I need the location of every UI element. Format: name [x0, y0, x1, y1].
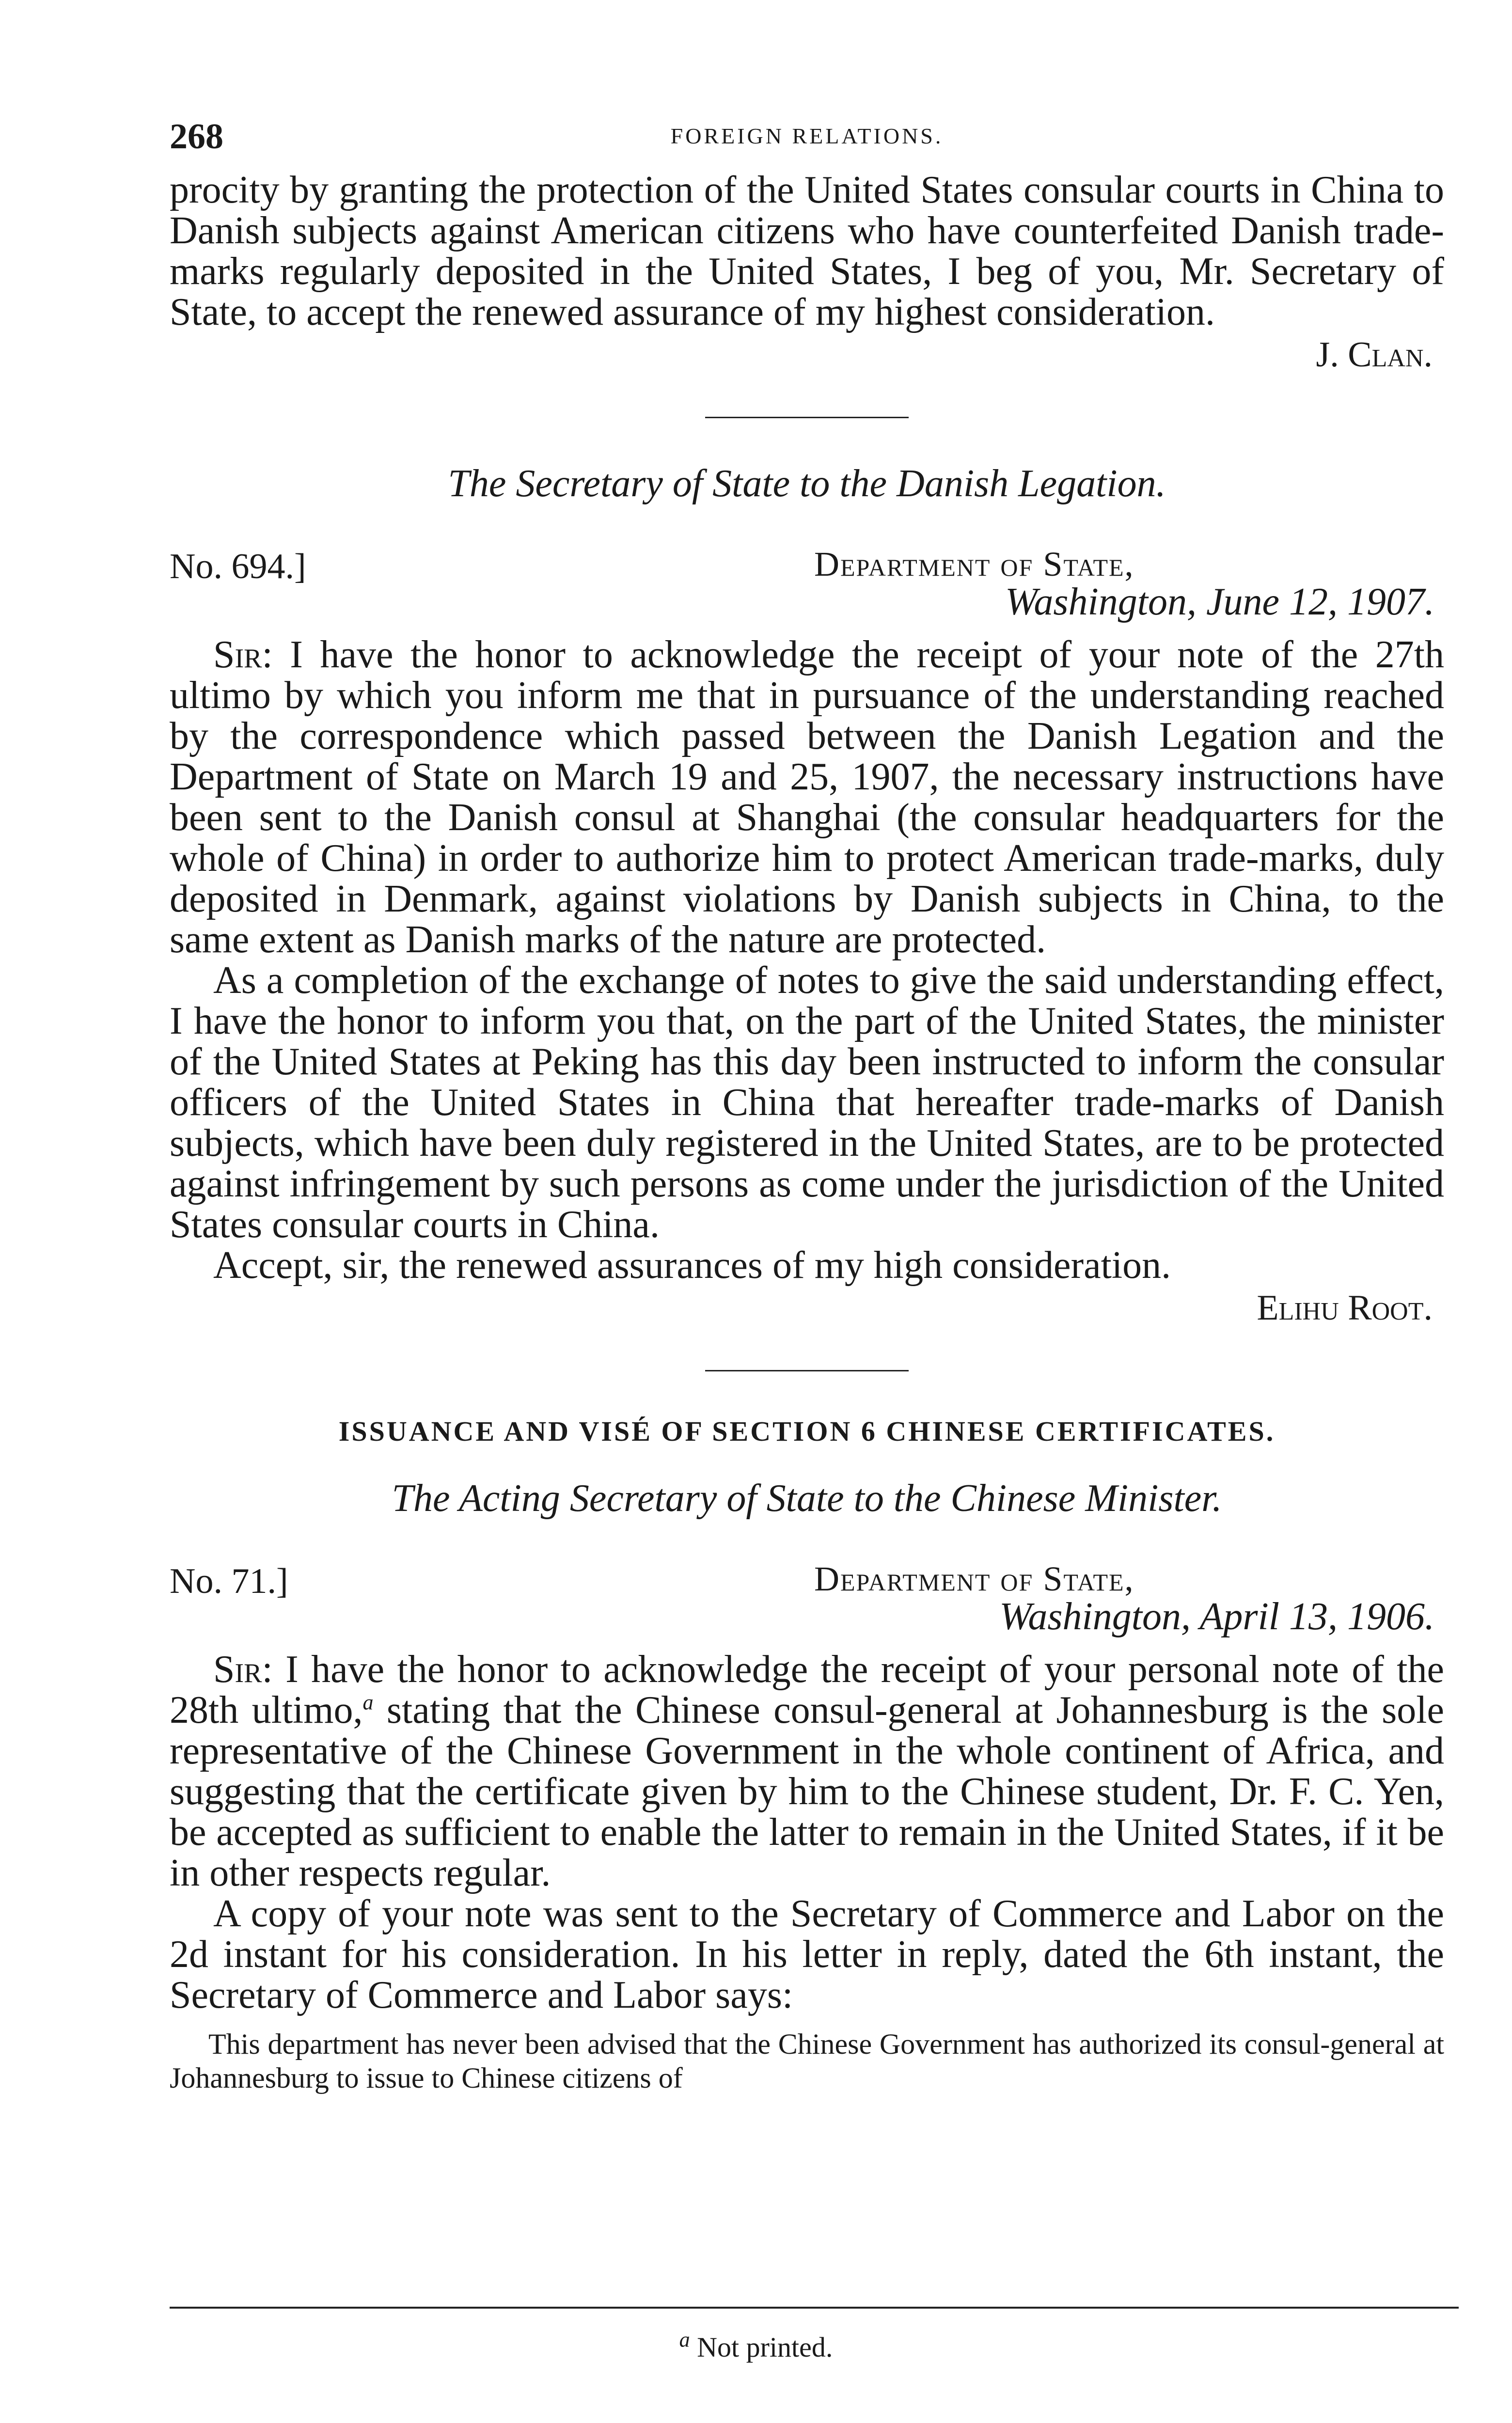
footnote-reference[interactable]: a: [362, 1690, 374, 1715]
footnote-rule: [170, 2307, 1459, 2309]
letter2-paragraph-1: [170, 1649, 1444, 1893]
footnote-mark: a: [679, 2328, 690, 2352]
salutation: Sir:: [213, 633, 273, 676]
place-date: Washington, April 13, 1906.: [999, 1595, 1434, 1638]
department-heading: Department of State,: [814, 1559, 1134, 1598]
letter2-paragraph-2: A copy of your note was sent to the Secretary of Commerce and Labor on the 2d instant for his consideration. In his letter in reply, dated the 6th instant, the Secretary of Commerce and Labor says:: [170, 1892, 1444, 2016]
document-number: No. 71.]: [170, 1561, 288, 1601]
quoted-extract: This department has never been advised that the Chinese Government has authorized its consul-general at Johannesburg to issue to Chinese citizens of: [170, 2028, 1444, 2094]
continuation-paragraph: procity by granting the protection of the United States consular courts in China to Danish subjects against American citizens who have counterfeited Danish trade-marks regularly deposited in the United States, I beg of you, Mr. Secretary of State, to accept the renewed assurance of my highest consideration.: [170, 169, 1444, 333]
dateline-694: [170, 544, 1444, 631]
running-title: FOREIGN RELATIONS.: [670, 124, 944, 148]
letter1-paragraph-1-text: I have the honor to acknowledge the receipt of your note of the 27th ultimo by which you inform me that in pursuance of the understanding reached by the correspondence which passed between the Danish Legation and the Department of State on March 19 and 25, 1907, the necessary instructions have been sent to the Danish consul at Shanghai (the consular headquarters for the whole of China) in order to authorize him to protect American trade-marks, duly deposited in Denmark, against violations by Danish subjects in China, to the same extent as Danish marks of the nature are protected.: [170, 633, 1444, 961]
letter-title-danish-legation: The Secretary of State to the Danish Legation.: [448, 462, 1166, 505]
page-header: [170, 116, 1444, 170]
document-number: No. 694.]: [170, 547, 306, 586]
footnote: [0, 2328, 1512, 2363]
letter2-paragraph-1-text-b: stating that the Chinese consul-general at Johannesburg is the sole representative of the Chinese Government in the whole continent of Africa, and suggesting that the certificate given by him to the Chinese student, Dr. F. C. Yen, be accepted as sufficient to enable the latter to remain in the United States, if it be in other respects regular.: [170, 1689, 1444, 1894]
letter1-paragraph-1: [170, 634, 1444, 960]
page-number: 268: [170, 117, 223, 157]
salutation: Sir:: [213, 1648, 273, 1691]
department-heading: Department of State,: [814, 545, 1134, 583]
place-date: Washington, June 12, 1907.: [1005, 581, 1434, 623]
signature-clan: J. Clan.: [1316, 335, 1433, 375]
dateline-71: [170, 1559, 1444, 1646]
signature-root: Elihu Root.: [1257, 1288, 1433, 1328]
divider-rule: [705, 1370, 909, 1371]
letter1-paragraph-2: As a completion of the exchange of notes to give the said understanding effect, I have the honor to inform you that, on the part of the United States, the minister of the United States at Peking has this day been instructed to inform the consular officers of the United States in China that hereafter trade-marks of Danish subjects, which have been duly registered in the United States, are to be protected against infringement by such persons as come under the jurisdiction of the United States consular courts in China.: [170, 959, 1444, 1246]
divider-rule: [705, 417, 909, 418]
footnote-text: Not printed.: [697, 2331, 833, 2363]
section-title: ISSUANCE AND VISÉ OF SECTION 6 CHINESE CERTIFICATES.: [338, 1416, 1276, 1447]
letter-title-chinese-minister: The Acting Secretary of State to the Chinese Minister.: [392, 1477, 1222, 1520]
letter1-paragraph-3: Accept, sir, the renewed assurances of my high consideration.: [213, 1244, 1171, 1287]
letter2-paragraph-1-text-a: I have the honor to acknowledge the receipt of your personal note of the 28th ultimo,: [170, 1648, 1445, 1731]
